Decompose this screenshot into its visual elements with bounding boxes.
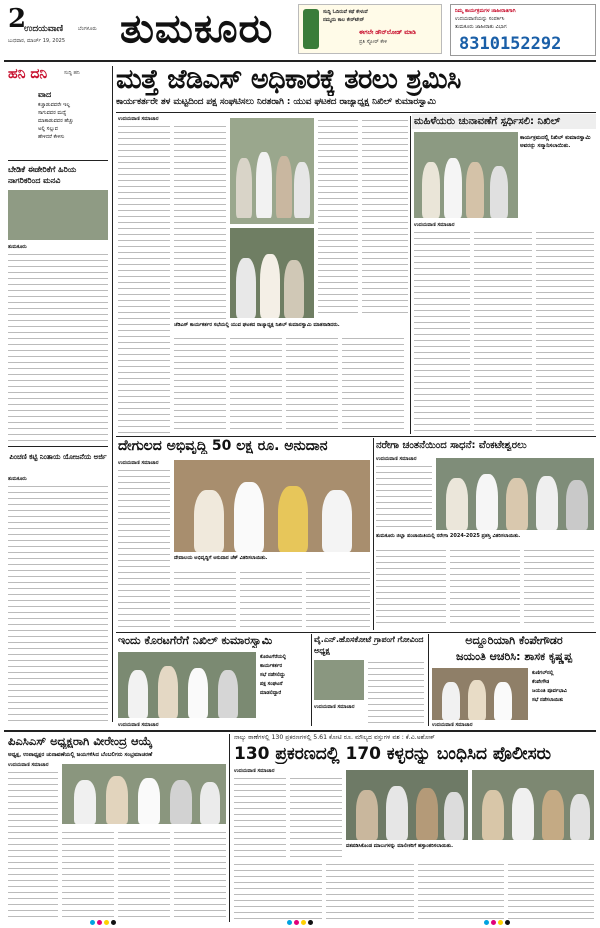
village-body [368,660,424,724]
police-body-col-4 [326,862,414,920]
labour-body-col-2 [376,548,446,628]
kempegowda-headline-1: ಅದ್ದೂರಿಯಾಗಿ ಕೆಂಪೇಗೌಡರ [465,634,563,647]
nikhil-side-line-4: ಪಕ್ಷ ಸಂಘಟನೆ [260,681,283,687]
temple-photo-caption: ದೇವಾಲಯ ಅಭಿವೃದ್ಧಿಗೆ ಅನುದಾನ ಚೆಕ್ ವಿತರಿಸಲಾಯಿತು. [174,555,268,561]
honey-line-1: ವಾದ [38,90,52,99]
labour-body-col-3 [450,548,520,628]
police-body-col-2 [290,776,342,858]
temple-body-col-1 [118,468,170,628]
honey-section [8,66,108,160]
women-headline: ಮಹಿಳೆಯರು ಚುನಾವಣೆಗೆ ಸ್ಪರ್ಧಿಸಲಿ: ನಿಖಿಲ್ [412,114,596,129]
edition: ಬೆಂಗಳೂರು [78,26,97,32]
police-body-col-5 [418,862,504,920]
main-body-col-1 [118,124,170,434]
women-body-col-1 [414,230,470,434]
police-body-col-6 [508,862,594,920]
temple-headline: ದೇಗುಲದ ಅಭಿವೃದ್ಧಿ 50 ಲಕ್ಷ ರೂ. ಅನುದಾನ [118,438,328,454]
ad-left-line-2: ನಮ್ಮದು ಕಾಲ ಕೇರ್‌ಟೇನ್‌ [323,17,365,23]
main-body-col-5 [318,118,358,318]
main-headline: ಮತ್ತೆ ಜೆಡಿಎಸ್ ಅಧಿಕಾರಕ್ಕೆ ತರಲು ಶ್ರಮಿಸಿ [116,64,461,95]
main-photo [230,118,314,224]
temple-body-col-4 [306,570,370,628]
ad-left-line-4: ಪ್ರತಿ ಸ್ಟೋರ್ ಕೇಳಿ [359,39,387,45]
honey-line-5: ಅಲ್ಲಿ ಸಲ್ಲುವ [38,126,58,132]
nikhil-today-headline: ಇಂದು ಕೊರಟಗೆರೆಗೆ ನಿಖಿಲ್ ಕುಮಾರಸ್ವಾಮಿ [118,634,273,647]
police-body-col-1 [234,776,286,858]
police-headline: 130 ಪ್ರಕರಣದಲ್ಲಿ 170 ಕಳ್ಳರನ್ನು ಬಂಧಿಸಿದ ಪೊಲೀಸರು [234,744,552,764]
main-body-col-6 [286,336,338,434]
main-byline: ಉದಯವಾಣಿ ಸಮಾಚಾರ [118,116,159,122]
print-registration-marks [90,920,510,926]
women-body-col-3 [536,230,594,434]
police-byline: ಉದಯವಾಣಿ ಸಮಾಚಾರ [234,768,275,774]
pacs-body-col-2 [62,830,114,920]
page-number: 2 [8,4,27,34]
pacs-byline: ಉದಯವಾಣಿ ಸಮಾಚಾರ [8,762,49,768]
kemp-side-line-3: ಜಯಂತಿ ಪೂರ್ವಭಾವಿ [532,688,567,694]
pacs-photo [62,764,226,824]
pacs-headline: ಪಿಎಸಿಎಸ್‌ ಅಧ್ಯಕ್ಷರಾಗಿ ವೀರೇಂದ್ರ ಆಯ್ಕೆ [8,734,153,748]
main-body-col-8 [362,118,408,318]
ad-right-line-2: ಉದಯವಾಣಿಯನ್ನು ಸಂಪರ್ಕಿಸಿ [455,16,505,22]
temple-body-col-3 [240,570,302,628]
nikhil-side-line-3: ಸಭೆ ನಡೆಸಲಿದ್ದು [260,672,286,678]
labour-photo-caption: ತುಮಕೂರು ಜಿಲ್ಲಾ ಪಂಚಾಯಿತಿಯಲ್ಲಿ ನರೇಗಾ 2024-2025 ಪ್ರಶಸ್ತಿ ವಿತರಿಸಲಾಯಿತು. [376,533,521,539]
honey-line-2: ಕಚ್ಚಾಡುವವರೇ ಇಲ್ಲ [38,102,71,108]
women-byline: ಉದಯವಾಣಿ ಸಮಾಚಾರ [414,222,455,228]
nikhil-side-line-5: ಮಾಡಲಿದ್ದಾರೆ [260,690,282,696]
kemp-side-line-4: ಸಭೆ ನಡೆಸಲಾಯಿತು [532,697,564,703]
labour-body-col-4 [524,548,594,628]
left-story-2-byline: ತುಮಕೂರು [8,476,27,482]
police-photo-caption: ವಶಪಡಿಸಿಕೊಂಡ ಮಾಲುಗಳನ್ನು ಮಾಲೀಕರಿಗೆ ಹಸ್ತಾಂತರಿಸಲಾಯಿತು. [346,843,453,849]
kempegowda-photo [432,668,528,720]
main-body-col-4 [230,336,282,434]
pacs-body-col-1 [8,770,58,920]
left-story-1-photo [8,190,108,240]
honey-line-3: ಸಾಗುವವರ ಮಧ್ಯೆ [38,110,67,116]
kempegowda-headline-2: ಜಯಂತಿ ಆಚರಿಸಿ: ಶಾಸಕ ಕೃಷ್ಣಪ್ಪ [455,650,573,663]
paper-name: ಉದಯವಾಣಿ [24,24,64,34]
honey-line-6: ಹೇಳಿದರೆ ಕೇಳಿಸು [38,134,65,140]
temple-photo [174,460,370,552]
app-ad-banner [298,4,442,54]
police-photo-1 [346,770,468,840]
temple-byline: ಉದಯವಾಣಿ ಸಮಾಚಾರ [118,460,159,466]
advert-box [450,4,596,56]
kempegowda-side [532,670,594,720]
police-kicker: ನಾಲ್ಕು ಠಾಣೆಗಳಲ್ಲಿ 130 ಪ್ರಕರಣಗಳಲ್ಲಿ 5.61 ಕೋಟಿ ರೂ. ಮೌಲ್ಯದ ವಸ್ತುಗಳ ವಶ : ಕೆ.ವಿ.ಅಶೋಕ್ [234,734,435,741]
left-story-1-body [8,252,108,442]
village-photo [314,660,364,700]
kempegowda-byline: ಉದಯವಾಣಿ ಸಮಾಚಾರ [432,722,473,728]
ad-phone: 8310152292 [459,34,562,54]
temple-body-col-2 [174,570,236,628]
pacs-body-col-3 [118,830,170,920]
main-body-col-2 [174,124,226,320]
ad-left-line-1: ಸುದ್ದಿ ಓದಿರುವೆ ಕಥೆ ಕೇಳುವೆ [323,9,368,15]
nikhil-today-byline: ಉದಯವಾಣಿ ಸಮಾಚಾರ [118,722,159,728]
labour-body-col-1 [376,464,432,530]
honey-logo: ಹನಿ ದನಿ [8,66,48,82]
ad-right-line-1: ನಿಮ್ಮ ಕಾರ್ಯಕ್ರಮಗಳ ಜಾಹೀರಾತಿಗಾಗಿ [455,8,516,14]
kemp-side-line-1: ಕುಣಿಗಲ್‌ನಲ್ಲಿ [532,670,554,676]
main-body-col-7 [342,336,404,434]
labour-headline: ನರೇಗಾ ಚಂತನೆಯಿಂದ ಸಾಧನೆ: ವೆಂಕಟೇಶ್ವರಲು [376,440,527,451]
city-title: ತುಮಕೂರು [120,6,274,52]
village-byline: ಉದಯವಾಣಿ ಸಮಾಚಾರ [314,704,355,710]
left-story-1-byline: ತುಮಕೂರು [8,244,27,250]
main-photo-caption: ಜೆಡಿಎಸ್ ಕಾರ್ಯಕರ್ತರ ಸಭೆಯಲ್ಲಿ ಯುವ ಘಟಕದ ರಾಜ್ಯಾಧ್ಯಕ್ಷ ನಿಖಿಲ್ ಕುಮಾರಸ್ವಾಮಿ ಮಾತನಾಡಿದರು. [174,322,340,328]
pacs-body-col-4 [174,830,226,920]
honey-line-4: ಮಾತಾಡುವವರ ಹೆಚ್ಚು [38,118,74,124]
police-body-col-3 [234,862,322,920]
ad-left-line-3: ಈಗಲೇ ಡೌನ್‌ಲೋಡ್ ಮಾಡಿ [359,29,416,36]
left-story-2-headline: ಪಿಂಚಣಿ ಕಟ್ಟಿ ನಿಂತಾಯ ಯೋಜನೆಯ ಅರ್ಜಿ [9,453,107,461]
nikhil-today-side [260,654,310,718]
women-photo-caption: ಕಾರ್ಯಕ್ರಮದಲ್ಲಿ ನಿಖಿಲ್ ಕುಮಾರಸ್ವಾಮಿ ಅವರನ್ನು ಸನ್ಮಾನಿಸಲಾಯಿತು. [520,135,591,149]
pacs-subhead: ಅಧ್ಯಕ್ಷ, ಉಪಾಧ್ಯಕ್ಷರ ಚುನಾವಣೆಯಲ್ಲಿ ಜಯಗಳಿಸಿದ ಬೆಂಬಲಿಗರು ಸಂಭ್ರಮಾಚರಣೆ [8,752,153,758]
labour-photo [436,458,594,530]
phone-icon [303,9,319,49]
left-story-2-body [8,484,108,724]
left-story-1-headline: ಬೇಡಿಕೆ ಈಡೇರಿಕೆಗೆ ಹಿರಿಯ ನಾಗರಿಕರಿಂದ ಮನವಿ [8,165,77,185]
main-body-col-3 [174,336,226,434]
ad-right-line-3: ತುಮಕೂರು ಜಾಹೀರಾತು ವಿಭಾಗ [455,24,507,30]
main-subhead: ಕಾರ್ಯಕರ್ತರೇ ತಳ ಮಟ್ಟದಿಂದ ಪಕ್ಷ ಸಂಘಟಿಸಲು ನಿರತರಾಗಿ : ಯುವ ಘಟಕದ ರಾಜ್ಯಾಧ್ಯಕ್ಷ ನಿಖಿಲ್ ಕುಮಾರಸ್ವಾಮಿ [116,97,436,107]
village-headline: ವೈ.ಎನ್.ಹೊಸಕೋಟೆ ಗ್ರಾಪಂಗೆ ಗೋವಿಂದ ಅಧ್ಯಕ್ಷ [314,635,424,655]
date-line: ಬುಧವಾರ, ಮಾರ್ಚ್ 19, 2025 [8,38,66,44]
nikhil-today-photo [118,652,256,718]
nikhil-side-line-1: ಕೊರಟಗೆರೆಯಲ್ಲಿ [260,654,287,660]
women-photo [414,132,518,218]
labour-byline: ಉದಯವಾಣಿ ಸಮಾಚಾರ [376,456,417,462]
kemp-side-line-2: ಕೆಂಪೇಗೌಡ [532,679,550,685]
women-body-col-2 [474,230,532,434]
nikhil-side-line-2: ಕಾರ್ಯಕರ್ತರ [260,663,283,669]
police-photo-2 [472,770,594,840]
main-photo-2 [230,228,314,318]
honey-byline: ಸುದ್ದಿ ಹನಿ [64,70,80,76]
